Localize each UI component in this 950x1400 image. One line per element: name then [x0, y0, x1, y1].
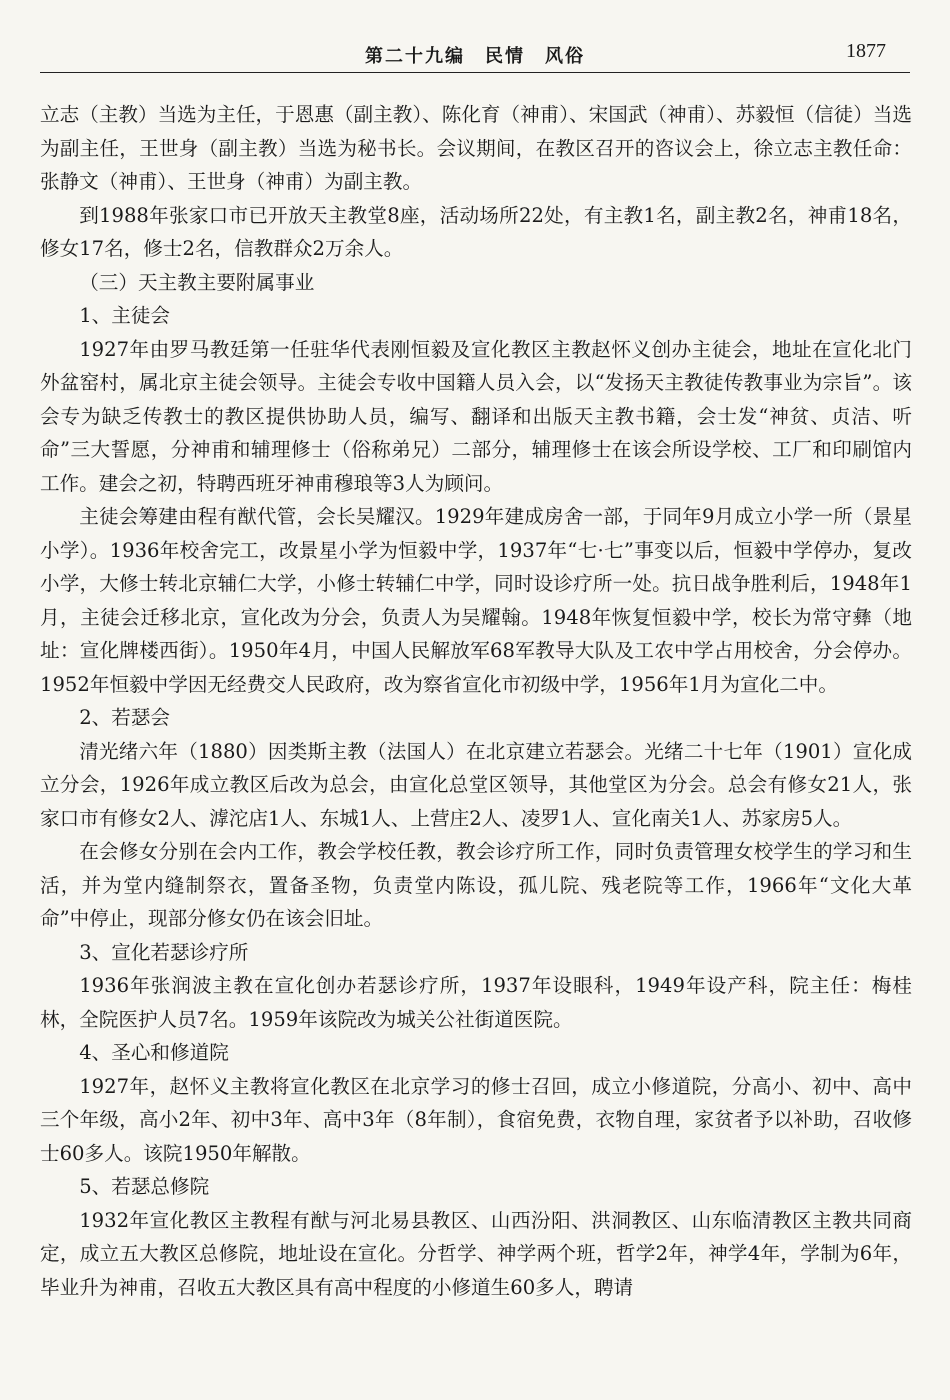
- subsection-heading: 5、若瑟总修院: [79, 1175, 210, 1198]
- paragraph: 清光绪六年（1880）因类斯主教（法国人）在北京建立若瑟会。光绪二十七年（1901）宣化成立分会，1926年成立教区后改为总会，由宣化总堂区领导，其他堂区为分会。总会有修女21人，张家口市有修女2人、滹沱店1人、东城1人、上营庄2人、凌罗1人、宣化南关1人、苏家房5人。: [40, 739, 912, 830]
- subsection-heading: 4、圣心和修道院: [79, 1041, 229, 1064]
- subsection-heading: 3、宣化若瑟诊疗所: [79, 940, 249, 964]
- subsection-heading: 1、主徒会: [79, 304, 171, 327]
- paragraph: 在会修女分别在会内工作，教会学校任教，教会诊疗所工作，同时负责管理女校学生的学习和生活，并为堂内缝制祭衣，置备圣物，负责堂内陈设，孤儿院、残老院等工作，1966年“文化大革命”中停止，现部分修女仍在该会旧址。: [40, 840, 912, 930]
- page-header: [40, 32, 910, 73]
- section-title: 第二十九编 民情 风俗: [365, 46, 585, 67]
- subsection-heading: 2、若瑟会: [79, 706, 171, 729]
- section-heading: （三）天主教主要附属事业: [79, 270, 315, 294]
- paragraph: 1936年张润波主教在宣化创办若瑟诊疗所，1937年设眼科，1949年设产科，院主任：梅桂林，全院医护人员7名。1959年该院改为城关公社街道医院。: [40, 974, 912, 1031]
- paragraph: 1927年，赵怀义主教将宣化教区在北京学习的修士召回，成立小修道院，分高小、初中、高中三个年级，高小2年、初中3年、高中3年（8年制），食宿免费，衣物自理，家贫者予以补助，召收修士60多人。该院1950年解散。: [40, 1074, 912, 1165]
- paragraph: 1932年宣化教区主教程有猷与河北易县教区、山西汾阳、洪洞教区、山东临清教区主教共同商定，成立五大教区总修院，地址设在宣化。分哲学、神学两个班，哲学2年，神学4年，学制为6年，毕业升为神甫，召收五大教区具有高中程度的小修道生60多人，聘请: [40, 1208, 912, 1299]
- paragraph: 主徒会筹建由程有猷代管，会长吴耀汉。1929年建成房舍一部，于同年9月成立小学一所（景星小学）。1936年校舍完工，改景星小学为恒毅中学，1937年“七·七”事变以后，恒毅中学停办，复改小学，大修士转北京辅仁大学，小修士转辅仁中学，同时设诊疗所一处。抗日战争胜利后，1948年1月，主徒会迁移北京，宣化改为分会，负责人为吴耀翰。1948年恢复恒毅中学，校长为常守彝（地址：宣化牌楼西街）。1950年4月，中国人民解放军68军教导大队及工农中学占用校舍，分会停办。1952年恒毅中学因无经费交人民政府，改为察省宣化市初级中学，1956年1月为宣化二中。: [40, 505, 912, 696]
- paragraph: 到1988年张家口市已开放天主教堂8座，活动场所22处，有主教1名，副主教2名，神甫18名，修女17名，修士2名，信教群众2万余人。: [40, 203, 912, 260]
- page-number: 1877: [846, 40, 886, 62]
- page-body: [40, 98, 912, 1304]
- paragraph: 立志（主教）当选为主任，于恩惠（副主教）、陈化育（神甫）、宋国武（神甫）、苏毅恒（信徒）当选为副主任，王世身（副主教）当选为秘书长。会议期间，在教区召开的咨议会上，徐立志主教任命：张静文（神甫）、王世身（神甫）为副主教。: [40, 103, 912, 193]
- paragraph: 1927年由罗马教廷第一任驻华代表刚恒毅及宣化教区主教赵怀义创办主徒会，地址在宣化北门外盆窑村，属北京主徒会领导。主徒会专收中国籍人员入会，以“发扬天主教徒传教事业为宗旨”。该会专为缺乏传教士的教区提供协助人员，编写、翻译和出版天主教书籍，会士发“神贫、贞洁、听命”三大誓愿，分神甫和辅理修士（俗称弟兄）二部分，辅理修士在该会所设学校、工厂和印刷馆内工作。建会之初，特聘西班牙神甫穆琅等3人为顾问。: [40, 337, 912, 495]
